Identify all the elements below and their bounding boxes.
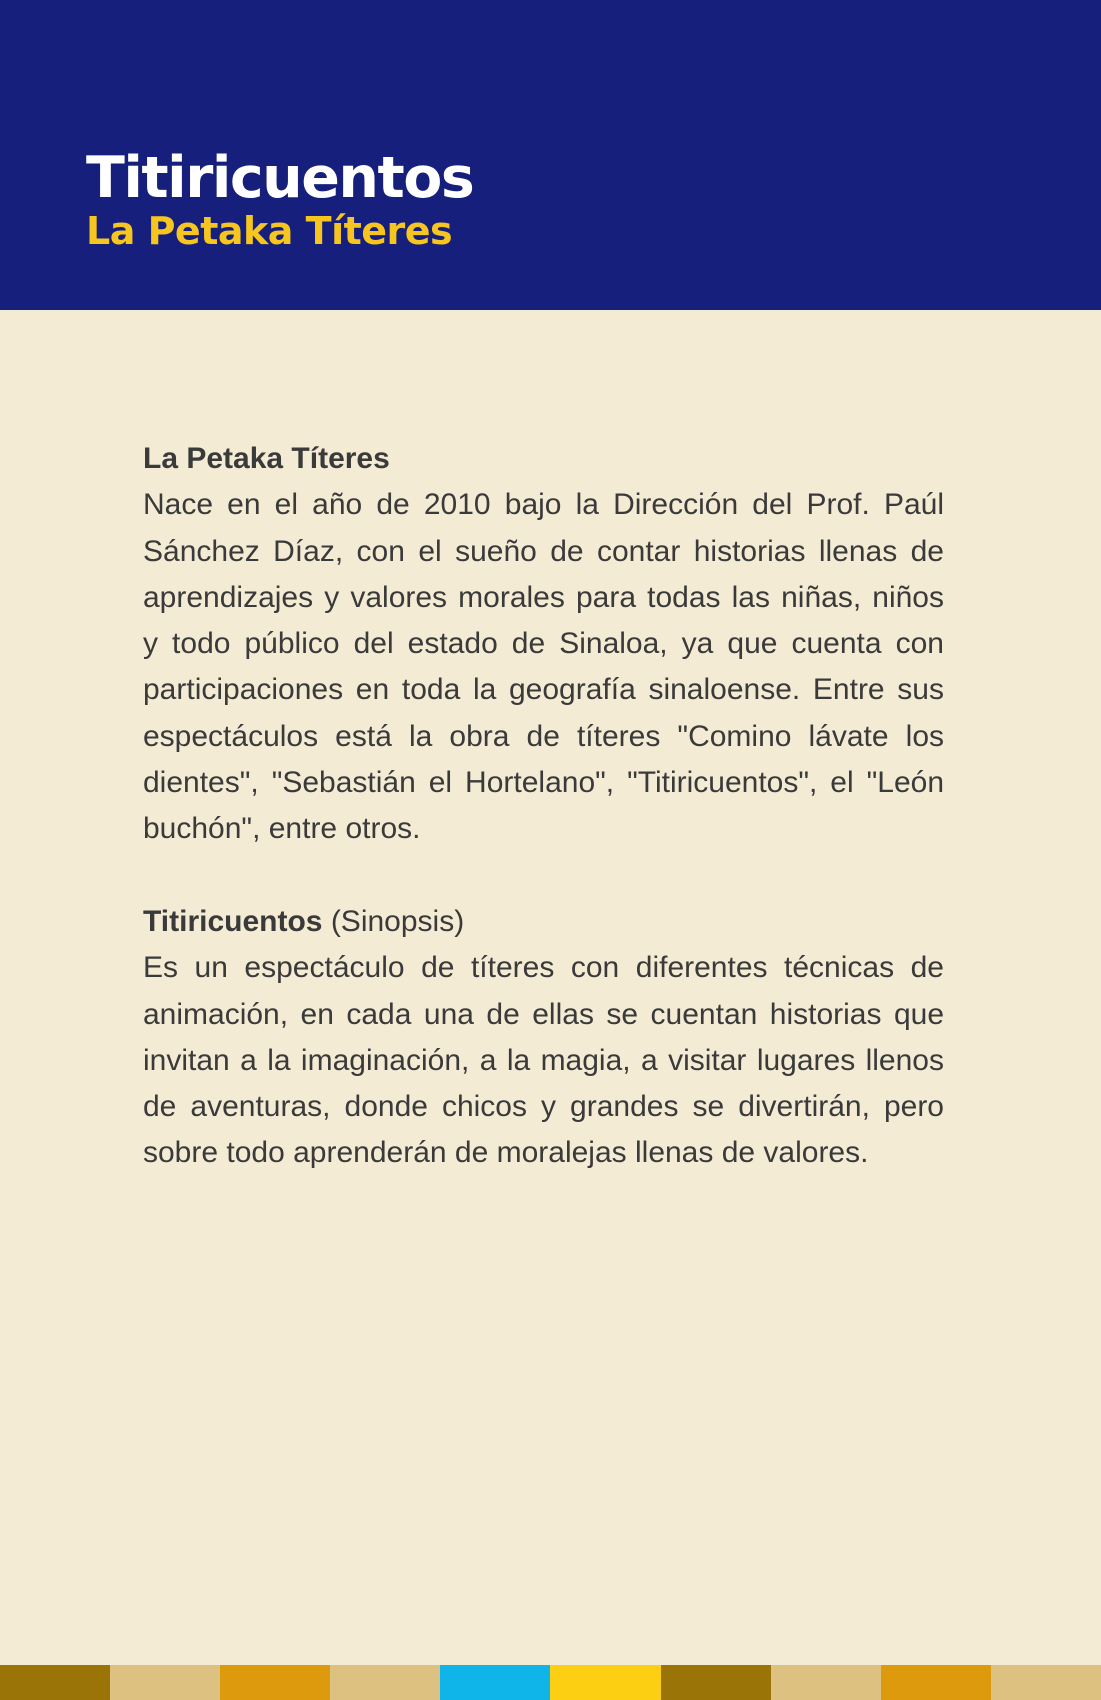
color-stripe [110, 1665, 220, 1700]
color-stripe [771, 1665, 881, 1700]
section-about [143, 436, 944, 853]
color-stripe [991, 1665, 1101, 1700]
color-stripe [661, 1665, 771, 1700]
color-stripe [550, 1665, 660, 1700]
section-heading-bold: Titiricuentos [143, 904, 323, 938]
section-body: Es un espectáculo de títeres con diferentes técnicas de animación, en cada una de ellas se cuentan historias que invitan a la imaginación, a la magia, a visitar lugares llenos de aventuras, donde chicos y grandes se divertirán, pero sobre todo aprenderán de moralejas llenas de valores. [143, 951, 944, 1170]
section-body: Nace en el año de 2010 bajo la Dirección del Prof. Paúl Sánchez Díaz, con el sueño de contar historias llenas de aprendizajes y valores morales para todas las niñas, niños y todo público del estado de Sinaloa, ya que cuenta con participaciones en toda la geografía sinaloense. Entre sus espectáculos está la obra de títeres "Comino lávate los dientes", "Sebastián el Hortelano", "Titiricuentos", el "León buchón", entre otros. [143, 488, 944, 846]
color-stripe [881, 1665, 991, 1700]
section-heading-rest: (Sinopsis) [322, 904, 465, 938]
section-heading [143, 899, 944, 945]
page-title: Titiricuentos [86, 145, 474, 211]
color-stripe [0, 1665, 110, 1700]
color-stripe-bar [0, 1665, 1101, 1700]
section-synopsis [143, 899, 944, 1177]
header-banner [0, 0, 1101, 310]
color-stripe [330, 1665, 440, 1700]
section-heading [143, 436, 944, 482]
main-content [143, 436, 944, 1177]
page-subtitle: La Petaka Títeres [86, 209, 453, 253]
section-heading-bold: La Petaka Títeres [143, 442, 390, 475]
color-stripe [440, 1665, 550, 1700]
color-stripe [220, 1665, 330, 1700]
